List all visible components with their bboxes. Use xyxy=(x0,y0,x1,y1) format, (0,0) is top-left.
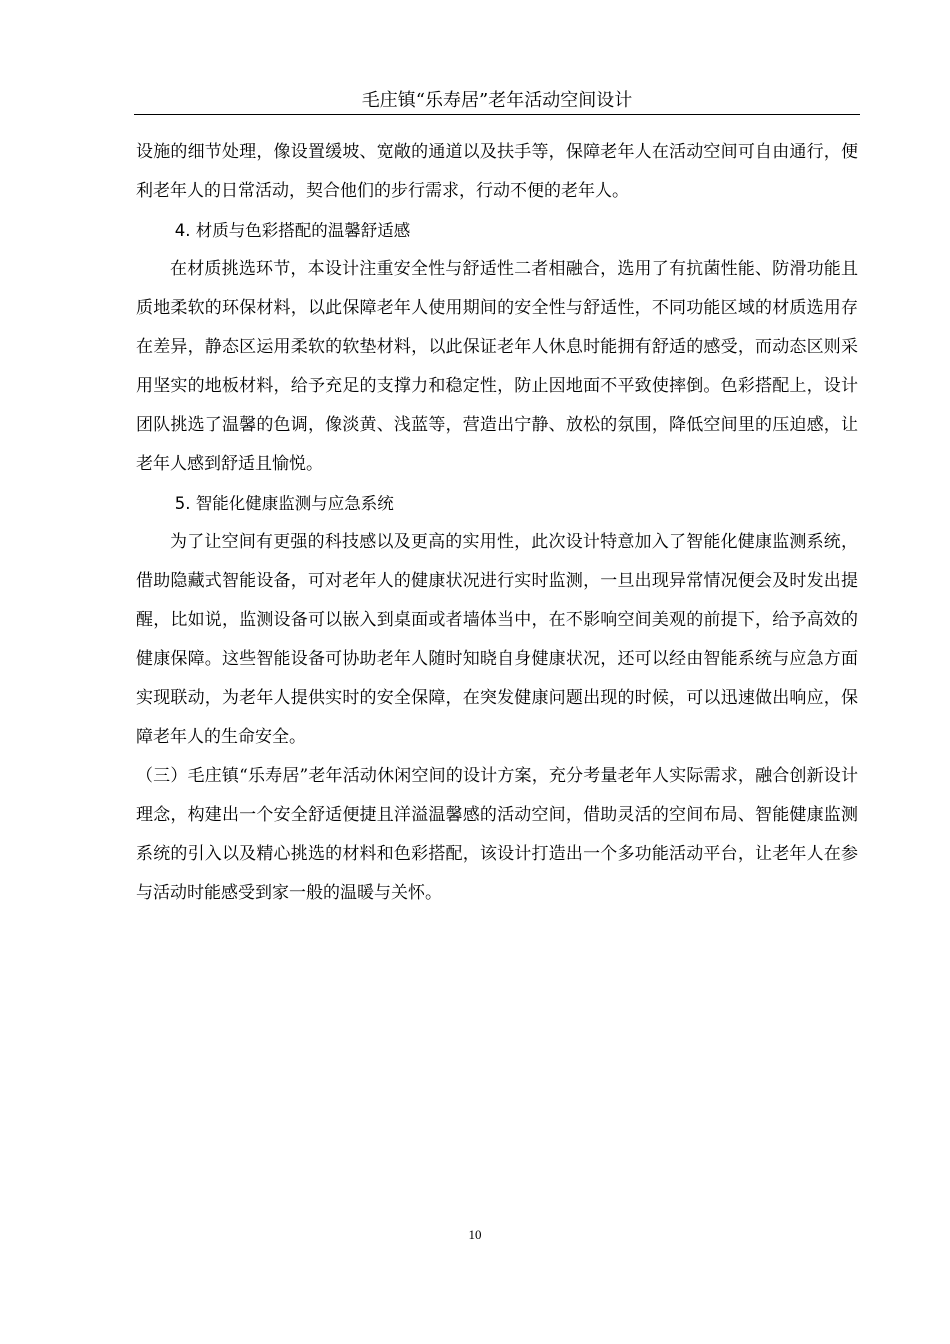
document-body xyxy=(136,133,858,913)
paragraph-continuation: 设施的细节处理，像设置缓坡、宽敞的通道以及扶手等，保障老年人在活动空间可自由通行，便利老年人的日常活动，契合他们的步行需求，行动不便的老年人。 xyxy=(136,142,858,201)
page-number: 10 xyxy=(468,1227,482,1242)
paragraph-materials: 在材质挑选环节，本设计注重安全性与舒适性二者相融合，选用了有抗菌性能、防滑功能且质地柔软的环保材料，以此保障老年人使用期间的安全性与舒适性，不同功能区域的材质选用存在差异，静态区运用柔软的软垫材料，以此保证老年人休息时能拥有舒适的感受，而动态区则采用坚实的地板材料，给予充足的支撑力和稳定性，防止因地面不平致使摔倒。色彩搭配上，设计团队挑选了温馨的色调，像淡黄、浅蓝等，营造出宁静、放松的氛围，降低空间里的压迫感，让老年人感到舒适且愉悦。 xyxy=(136,259,858,474)
section-heading-4: 4. 材质与色彩搭配的温馨舒适感 xyxy=(174,221,411,240)
section-heading-5: 5. 智能化健康监测与应急系统 xyxy=(174,494,394,513)
page-header-title: 毛庄镇“乐寿居”老年活动空间设计 xyxy=(134,88,860,115)
paragraph-summary: （三）毛庄镇“乐寿居”老年活动休闲空间的设计方案，充分考量老年人实际需求，融合创新设计理念，构建出一个安全舒适便捷且洋溢温馨感的活动空间，借助灵活的空间布局、智能健康监测系统的引入以及精心挑选的材料和色彩搭配，该设计打造出一个多功能活动平台，让老年人在参与活动时能感受到家一般的温暖与关怀。 xyxy=(136,766,858,903)
paragraph-smart-monitoring: 为了让空间有更强的科技感以及更高的实用性，此次设计特意加入了智能化健康监测系统，借助隐藏式智能设备，可对老年人的健康状况进行实时监测，一旦出现异常情况便会及时发出提醒，比如说，监测设备可以嵌入到桌面或者墙体当中，在不影响空间美观的前提下，给予高效的健康保障。这些智能设备可协助老年人随时知晓自身健康状况，还可以经由智能系统与应急方面实现联动，为老年人提供实时的安全保障，在突发健康问题出现的时候，可以迅速做出响应，保障老年人的生命安全。 xyxy=(136,532,858,747)
